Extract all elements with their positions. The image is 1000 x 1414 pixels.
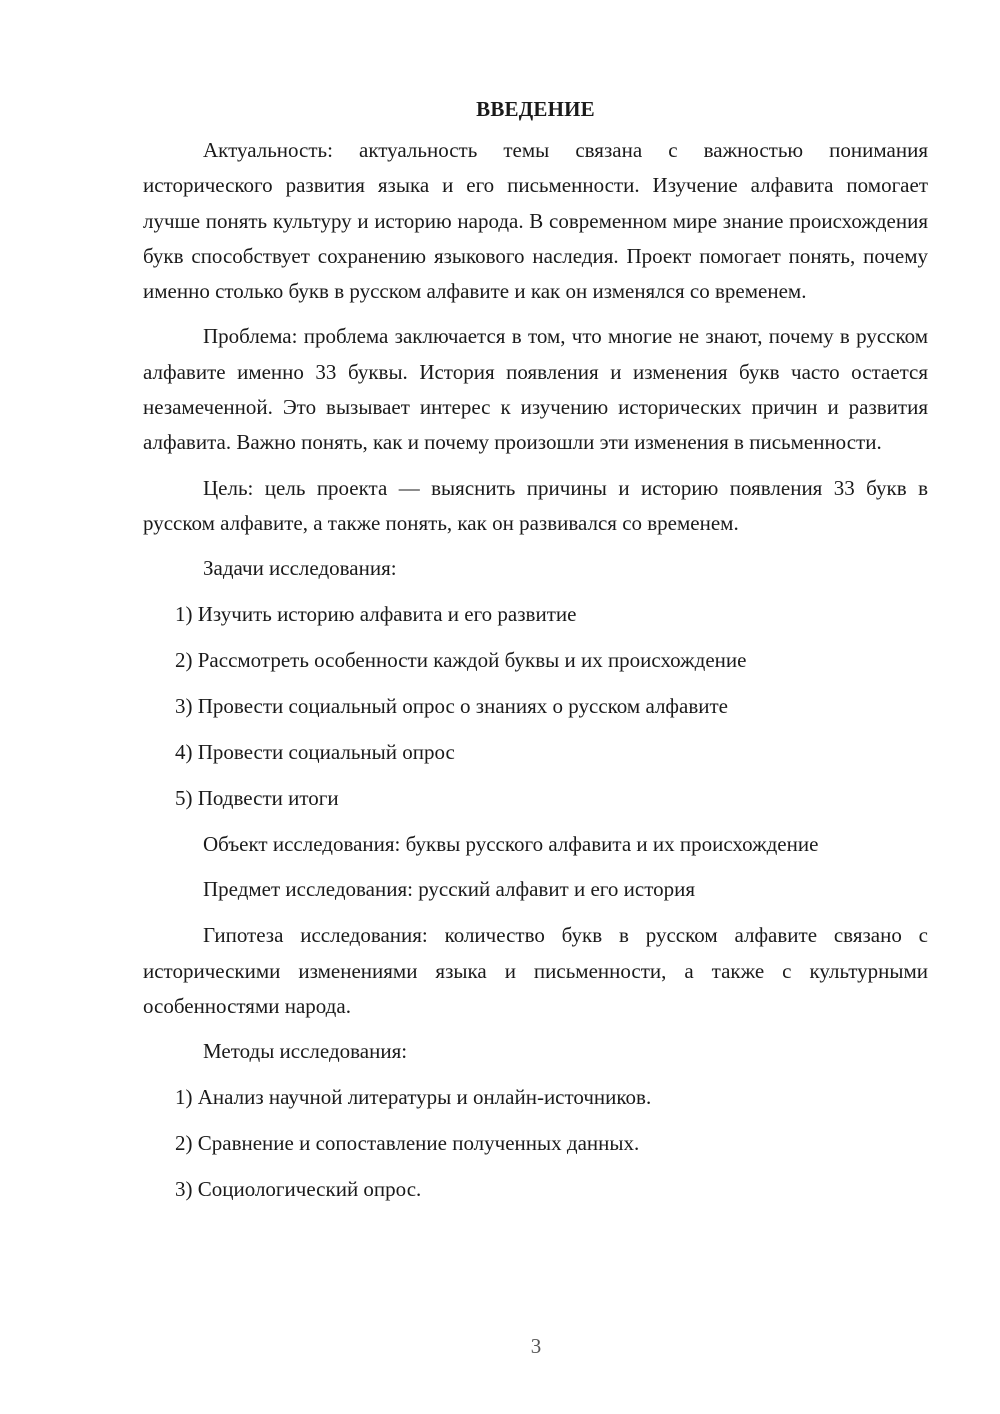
paragraph-problem: Проблема: проблема заключается в том, что многие не знают, почему в русском алфавите именно 33 буквы. История появления и изменения букв часто остается незамеченной. Это вызывает интерес к изучению исторических причин и развития алфавита. Важно понять, как и почему произошли эти изменения в письменности. [143,324,928,455]
page-title: ВВЕДЕНИЕ [476,97,595,121]
list-item: 4) Провести социальный опрос [175,740,455,765]
page-number: 3 [530,1334,542,1358]
tasks-list [143,597,928,816]
list-item: 2) Сравнение и сопоставление полученных данных. [175,1131,640,1156]
document-body [143,92,928,1218]
list-item: 5) Подвести итоги [175,786,339,811]
list-item: 3) Социологический опрос. [175,1177,422,1202]
methods-heading: Методы исследования: [203,1039,408,1064]
paragraph-object: Объект исследования: буквы русского алфавита и их происхождение [203,832,819,857]
paragraph-subject: Предмет исследования: русский алфавит и его история [203,877,695,902]
methods-list [143,1080,928,1207]
list-item: 1) Изучить историю алфавита и его развитие [175,602,577,627]
paragraph-relevance: Актуальность: актуальность темы связана с важностью понимания исторического развития языка и его письменности. Изучение алфавита помогает лучше понять культуру и историю народа. В современном мире знание происхождения букв способствует сохранению языкового наследия. Проект помогает понять, почему именно столько букв в русском алфавите и как он изменялся со временем. [143,138,928,304]
list-item: 1) Анализ научной литературы и онлайн-источников. [175,1085,652,1110]
list-item: 3) Провести социальный опрос о знаниях о русском алфавите [175,694,729,719]
paragraph-goal: Цель: цель проекта — выяснить причины и историю появления 33 букв в русском алфавите, а также понять, как он развивался со временем. [143,475,928,535]
list-item: 2) Рассмотреть особенности каждой буквы и их происхождение [175,648,747,673]
tasks-heading: Задачи исследования: [203,556,397,581]
paragraph-hypothesis: Гипотеза исследования: количество букв в русском алфавите связано с историческими изменениями языка и письменности, а также с культурными особенностями народа. [143,923,928,1019]
